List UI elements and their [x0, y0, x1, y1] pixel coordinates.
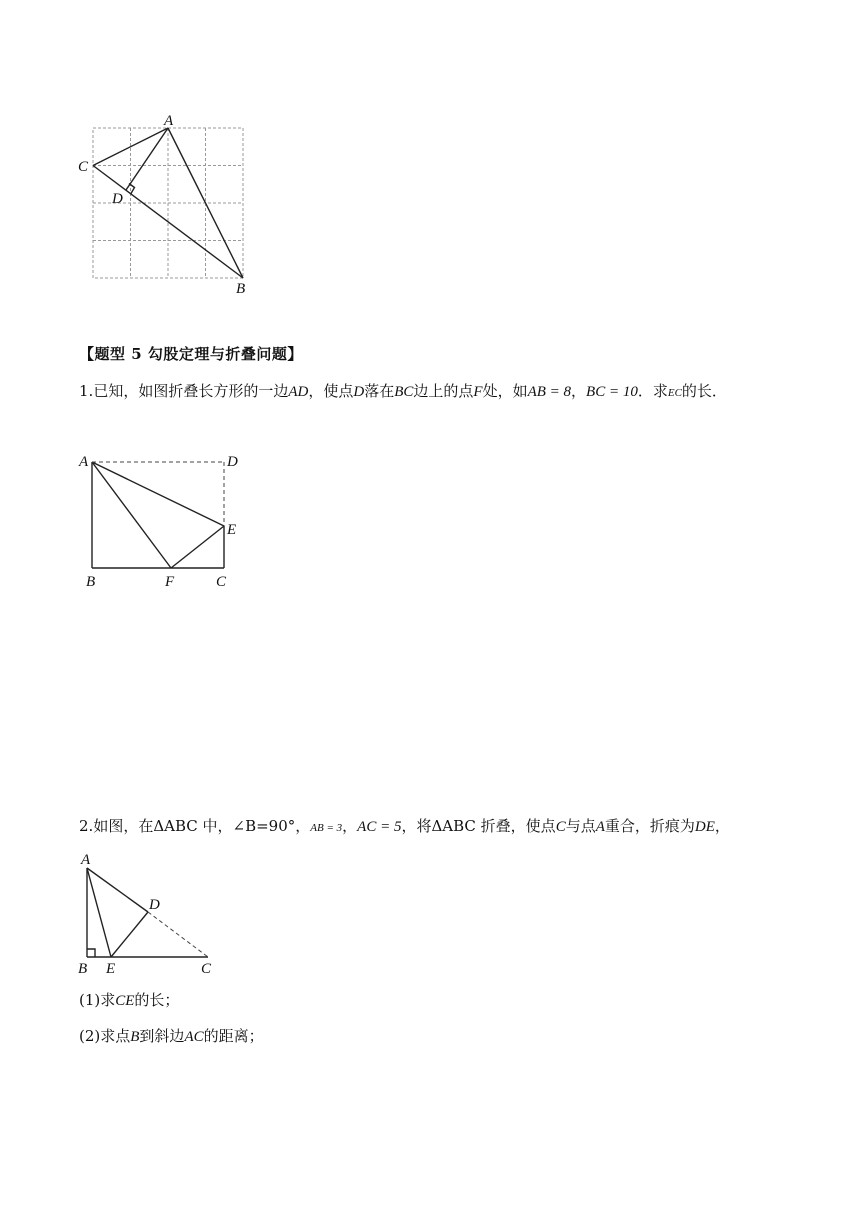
section-heading: 【题型 5 勾股定理与折叠问题】: [79, 345, 303, 363]
label-d: D: [112, 191, 123, 207]
label-c: C: [216, 574, 227, 590]
label-d: D: [227, 454, 238, 470]
label-f: F: [165, 574, 175, 590]
label-e: E: [106, 961, 116, 977]
label-c: C: [78, 159, 89, 175]
label-b: B: [78, 961, 88, 977]
label-a: A: [81, 852, 91, 868]
figure-folded-rectangle: [75, 448, 255, 593]
figure-grid-triangle: [70, 105, 270, 305]
question-2: (2)求点B到斜边AC的距离；: [79, 1027, 264, 1045]
label-e: E: [227, 522, 237, 538]
problem-1-text: 1.已知，如图折叠长方形的一边AD，使点D落在BC边上的点F处，如AB = 8，BC = 10．求EC的长．: [79, 382, 727, 400]
label-d: D: [149, 897, 160, 913]
question-1: (1)求CE的长；: [79, 991, 180, 1009]
label-a: A: [164, 113, 174, 129]
label-a: A: [79, 454, 89, 470]
label-b: B: [86, 574, 96, 590]
label-b: B: [236, 281, 246, 297]
figure-folded-triangle: [75, 848, 225, 978]
label-c: C: [201, 961, 212, 977]
problem-2-text: 2.如图，在ΔABC 中，∠B=90°，AB = 3，AC = 5，将ΔABC 折叠，使点C与点A重合，折痕为DE，: [79, 817, 730, 835]
